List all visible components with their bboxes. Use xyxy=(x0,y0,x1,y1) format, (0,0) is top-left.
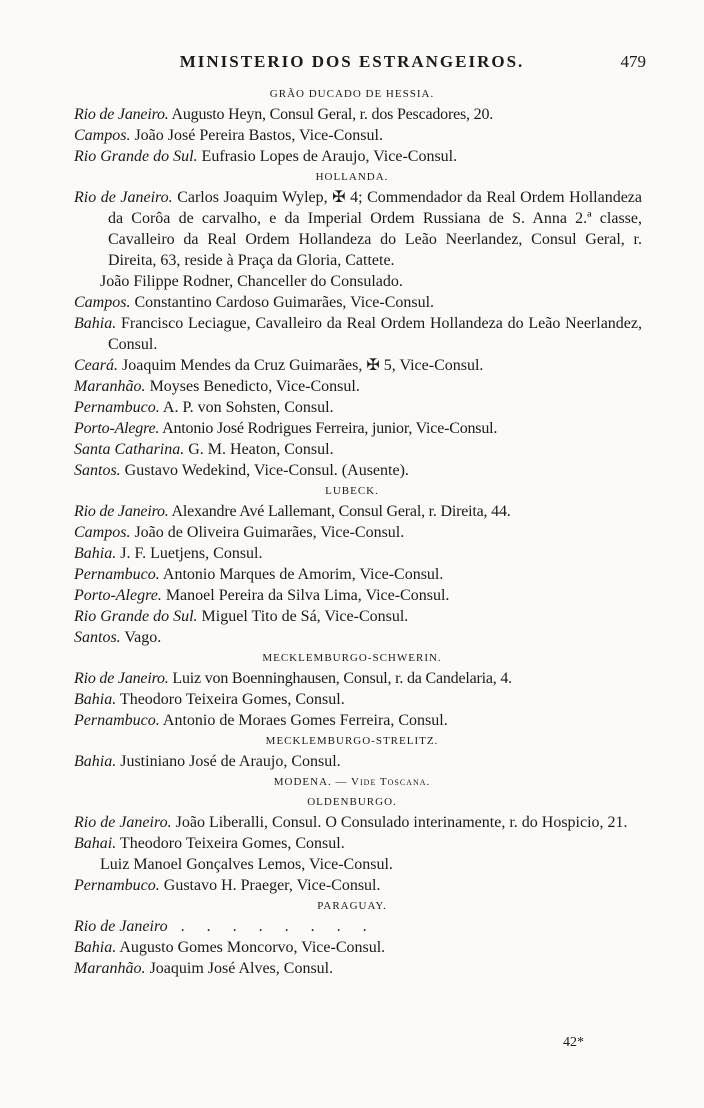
entry-location: Pernambuco. xyxy=(74,399,160,416)
entry xyxy=(74,355,642,376)
entry-location: Santa Catharina. xyxy=(74,441,185,458)
entry xyxy=(74,501,642,522)
entry xyxy=(88,271,642,292)
section-title-schwerin: MECKLEMBURGO-SCHWERIN. xyxy=(262,652,442,664)
document-body xyxy=(0,84,704,979)
entry xyxy=(74,958,642,979)
entry-location: Campos. xyxy=(74,294,131,311)
signature-mark: 42* xyxy=(563,1035,584,1050)
entry xyxy=(74,564,642,585)
page-number: 479 xyxy=(620,52,646,71)
entry-text: Joaquim Mendes da Cruz Guimarães, ✠ 5, Vice-Consul. xyxy=(118,357,484,374)
running-header xyxy=(0,52,704,80)
entry-location: Rio de Janeiro. xyxy=(74,503,169,520)
entry xyxy=(74,668,642,689)
entry-text: Theodoro Teixeira Gomes, Consul. xyxy=(116,691,345,708)
entry-location: Bahia. xyxy=(74,753,117,770)
entry-text: João José Pereira Bastos, Vice-Consul. xyxy=(130,127,383,144)
entry-location: Santos. xyxy=(74,629,121,646)
entry-text: Alexandre Avé Lallemant, Consul Geral, r. Direita, 44. xyxy=(168,503,511,520)
entry-location: Bahia. xyxy=(74,691,117,708)
entry xyxy=(74,937,642,958)
entry-text: Theodoro Teixeira Gomes, Consul. xyxy=(116,835,345,852)
entry-text: Manoel Pereira da Silva Lima, Vice-Consul. xyxy=(161,587,450,604)
entry-text: Miguel Tito de Sá, Vice-Consul. xyxy=(197,608,409,625)
entry-text: Moyses Benedicto, Vice-Consul. xyxy=(145,378,360,395)
entry-location: Maranhão. xyxy=(74,378,146,395)
entry xyxy=(74,418,642,439)
entry-text: Luiz Manoel Gonçalves Lemos, Vice-Consul. xyxy=(100,856,393,873)
entry-text: Gustavo Wedekind, Vice-Consul. (Ausente). xyxy=(120,462,409,479)
entry-text: G. M. Heaton, Consul. xyxy=(184,441,334,458)
section-title-hollanda: HOLLANDA. xyxy=(315,171,389,183)
entry-text: . . . . . . . . xyxy=(167,918,376,935)
entry xyxy=(74,606,642,627)
entry xyxy=(74,376,642,397)
entry xyxy=(74,751,642,772)
section-title-lubeck: LUBECK. xyxy=(325,485,379,497)
entry-location: Porto-Alegre. xyxy=(74,420,160,437)
entry-location: Bahai. xyxy=(74,835,117,852)
entry-location: Ceará. xyxy=(74,357,118,374)
entry-location: Porto-Alegre. xyxy=(74,587,162,604)
entry xyxy=(74,916,642,937)
entry-text: Antonio Marques de Amorim, Vice-Consul. xyxy=(159,566,444,583)
section-title-modena: MODENA. — Vide Toscana. xyxy=(273,776,431,788)
entry xyxy=(74,875,642,896)
entry xyxy=(74,125,642,146)
entry-location: Santos. xyxy=(74,462,121,479)
entry-text: Gustavo H. Praeger, Vice-Consul. xyxy=(159,877,381,894)
entry xyxy=(74,522,642,543)
entry-text: João de Oliveira Guimarães, Vice-Consul. xyxy=(130,524,405,541)
section-title-oldenburgo: OLDENBURGO. xyxy=(307,796,397,808)
entry xyxy=(74,812,642,833)
entry-location: Bahia. xyxy=(74,939,117,956)
entry-location: Campos. xyxy=(74,524,131,541)
entry-location: Rio de Janeiro. xyxy=(74,814,172,831)
entry xyxy=(74,439,642,460)
section-title-hessia: GRÃO DUCADO DE HESSIA. xyxy=(269,88,435,100)
entry xyxy=(74,313,642,355)
section-title-paraguay: PARAGUAY. xyxy=(317,900,387,912)
entry-text: Vago. xyxy=(120,629,162,646)
entry-text: Luiz von Boenninghausen, Consul, r. da Candelaria, 4. xyxy=(168,670,512,687)
entry-location: Rio de Janeiro xyxy=(74,918,168,935)
entry xyxy=(74,543,642,564)
entry xyxy=(88,854,642,875)
entry-location: Bahia. xyxy=(74,315,117,332)
entry-text: Antonio de Moraes Gomes Ferreira, Consul. xyxy=(159,712,448,729)
entry-location: Pernambuco. xyxy=(74,877,160,894)
entry xyxy=(74,689,642,710)
entry-text: João Liberalli, Consul. O Consulado interinamente, r. do Hospicio, 21. xyxy=(171,814,628,831)
entry xyxy=(74,460,642,481)
entry-text: Francisco Leciague, Cavalleiro da Real Ordem Hollandeza do Leão Neerlandez, Consul. xyxy=(108,315,642,353)
entry-text: Eufrasio Lopes de Araujo, Vice-Consul. xyxy=(197,148,458,165)
entry-location: Rio de Janeiro. xyxy=(74,670,169,687)
entry-text: Augusto Heyn, Consul Geral, r. dos Pescadores, 20. xyxy=(168,106,494,123)
entry-text: Carlos Joaquim Wylep, ✠ 4; Commendador da Real Ordem Hollandeza da Corôa de carvalho, e da Imperial Ordem Russiana de S. Anna 2.ª classe, Cavalleiro da Real Ordem Hollandeza do Leão Neerlandez, Consul Geral, r. Direita, 63, reside à Praça da Gloria, Cattete. xyxy=(108,189,642,269)
entry xyxy=(74,146,642,167)
entry-location: Pernambuco. xyxy=(74,712,160,729)
entry-location: Campos. xyxy=(74,127,131,144)
entry-location: Rio de Janeiro. xyxy=(74,106,169,123)
entry xyxy=(74,397,642,418)
entry-location: Maranhão. xyxy=(74,960,146,977)
section-title-strelitz: MECKLEMBURGO-STRELITZ. xyxy=(265,735,439,747)
entry-text: João Filippe Rodner, Chanceller do Consulado. xyxy=(100,273,403,290)
entry-text: Augusto Gomes Moncorvo, Vice-Consul. xyxy=(116,939,386,956)
header-title: MINISTERIO DOS ESTRANGEIROS. xyxy=(179,52,525,71)
entry-text: Constantino Cardoso Guimarães, Vice-Consul. xyxy=(130,294,435,311)
entry-location: Rio Grande do Sul. xyxy=(74,148,198,165)
entry-text: J. F. Luetjens, Consul. xyxy=(116,545,263,562)
entry-location: Bahia. xyxy=(74,545,117,562)
entry-location: Rio de Janeiro. xyxy=(74,189,173,206)
entry xyxy=(74,833,642,854)
entry-text: Antonio José Rodrigues Ferreira, junior, Vice-Consul. xyxy=(159,420,498,437)
entry-text: Justiniano José de Araujo, Consul. xyxy=(116,753,341,770)
entry xyxy=(74,627,642,648)
entry-text: Joaquim José Alves, Consul. xyxy=(145,960,334,977)
entry xyxy=(74,187,642,271)
entry xyxy=(74,585,642,606)
entry-text: A. P. von Sohsten, Consul. xyxy=(159,399,334,416)
entry-location: Rio Grande do Sul. xyxy=(74,608,198,625)
entry xyxy=(74,104,642,125)
entry xyxy=(74,710,642,731)
entry xyxy=(74,292,642,313)
entry-location: Pernambuco. xyxy=(74,566,160,583)
